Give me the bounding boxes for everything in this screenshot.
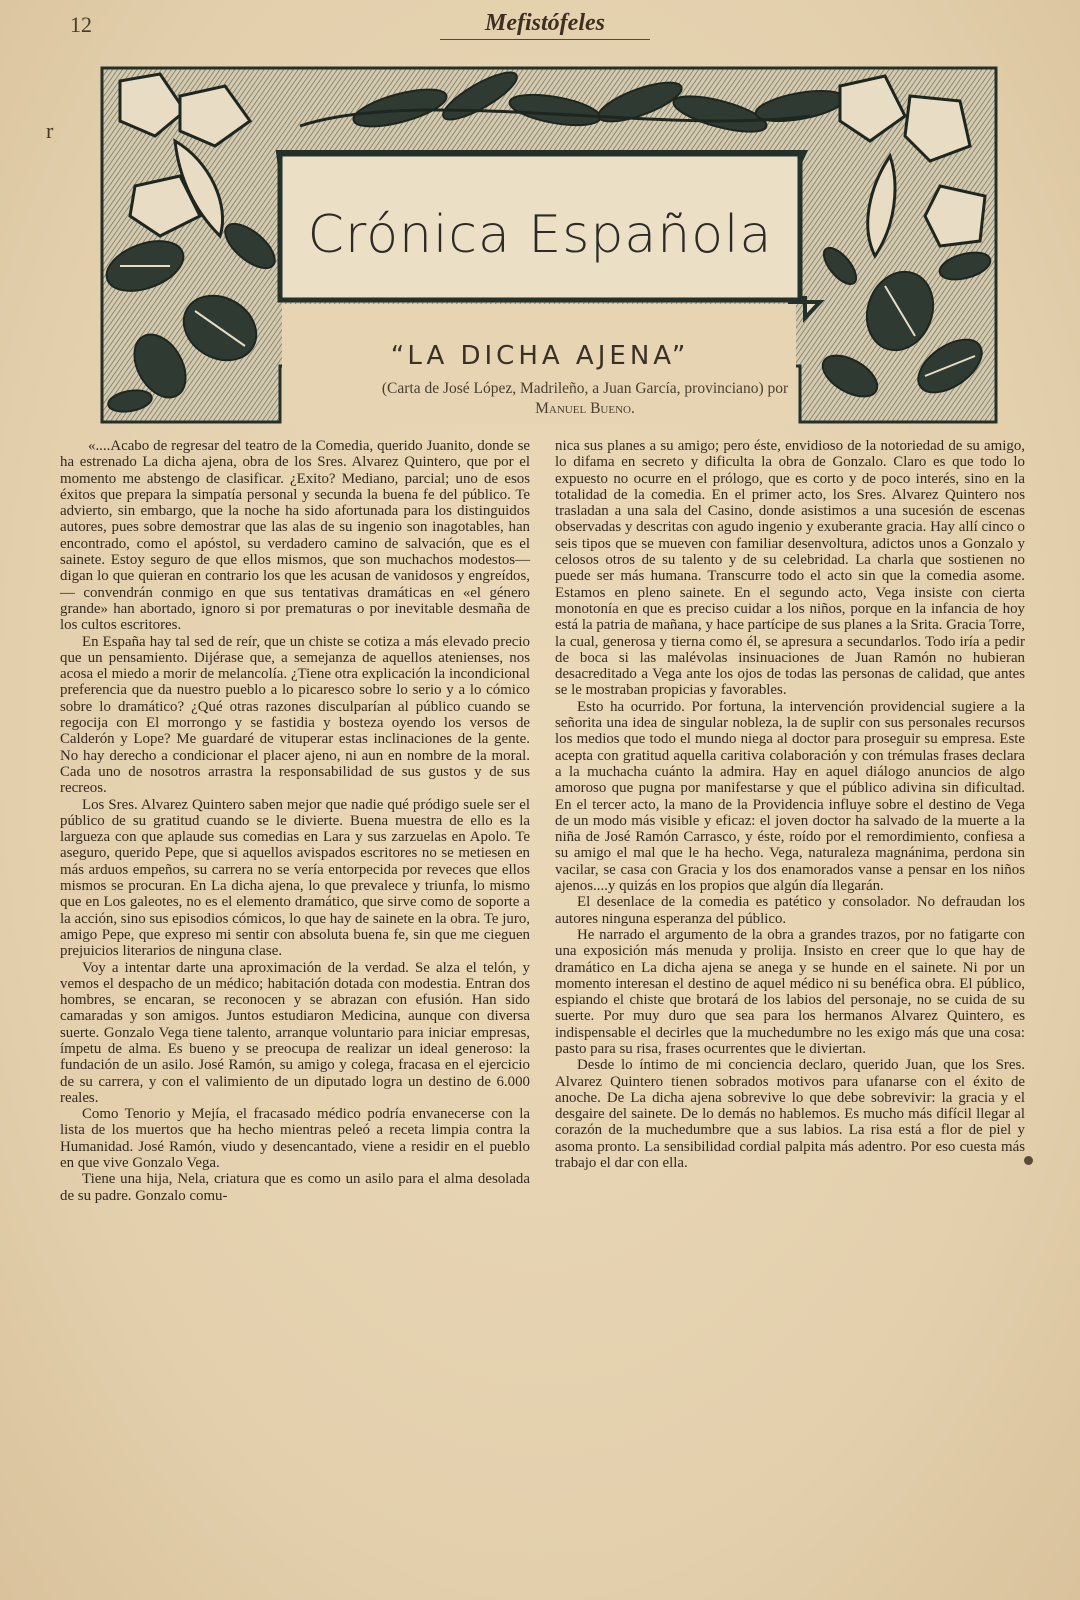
byline-author: Manuel Bueno. xyxy=(535,400,635,417)
paragraph: El desenlace de la comedia es patético y consolador. No defraudan los autores ninguna esperanza del público. xyxy=(555,894,1025,927)
section-title: Crónica Española xyxy=(307,205,773,265)
article-byline xyxy=(370,379,800,419)
article-column-right xyxy=(555,438,1025,1171)
article-column-left xyxy=(60,438,530,1204)
paragraph: «....Acabo de regresar del teatro de la Comedia, querido Juanito, donde se ha estrenado La dicha ajena, obra de los Sres. Alvarez Quintero, que por el momento me abstengo de clasificar. ¿Exito? Mediano, parcial; uno de esos éxitos que prepara la simpatía personal y secunda la buena fe del público. Te advierto, sin embargo, que la noche ha sido afortunada para los distinguidos autores, pues sobre demostrar que las alas de su ingenio son inagotables, han encontrado, como el apóstol, su verdadero camino de salvación, que es el sainete. Estoy seguro de que ellos mismos, que son muchachos modestos—digan lo que quieran en contrario los que les acusan de vanidosos y engreídos,— convendrán conmigo en que sus tentativas dramáticas en «el género grande» han abortado, ignoro si por prematuras o por inevitable desmaña de los cultos escritores. xyxy=(60,438,530,634)
paragraph: Esto ha ocurrido. Por fortuna, la intervención providencial sugiere a la señorita una idea de singular nobleza, la de suplir con sus personales recursos los medios que todo el mundo niega al doctor para proseguir su empresa. Este acepta con gratitud aquella caritiva colaboración y con trémulas frases declara a la muchacha cuánto la admira. Hay en aquel diálogo anuncios de algo amoroso que pugna por manifestarse y que el público adivina sin dificultad. En el tercer acto, la mano de la Providencia influye sobre el destino de Vega de un modo más visible y eficaz: el joven doctor ha salvado de la muerte a la niña de José Ramón Carrasco, y éste, roído por el remordimiento, confiesa a su amigo el mal que le ha hecho. Vega, naturaleza magnánima, perdona sin vacilar, se casa con Gracia y los dos enamorados vanse a pensar en los niños ajenos....y quizás en los propios que algún día llegarán. xyxy=(555,698,1025,895)
paragraph: Los Sres. Alvarez Quintero saben mejor que nadie qué pródigo suele ser el público de su gratitud cuando se le divierte. Buena muestra de ello es la largueza con que aplaude sus comedias en Lara y sus zarzuelas en Apolo. Te aseguro, querido Pepe, que si aquellos avispados escritores no se metiesen en más arduos empeños, su carrera no se vería entorpecida por reveces que ellos mismos se procuran. En La dicha ajena, lo que prevalece y triunfa, lo mismo que en Los galeotes, no es el elemento dramático, que sirve como de soporte a la acción, sino sus episodios cómicos, lo que hay de sainete en la obra. Te juro, amigo Pepe, que expreso mi sentir con absoluta buena fe, sin que me cieguen prejuicios literarios de ninguna clase. xyxy=(60,796,530,960)
paragraph: Como Tenorio y Mejía, el fracasado médico podría envanecerse con la lista de los muertos que ha hecho mientras peleó a receta limpia contra la Humanidad. José Ramón, viudo y desencantado, viene a residir en el pueblo en que vive Gonzalo Vega. xyxy=(60,1106,530,1172)
paragraph: En España hay tal sed de reír, que un chiste se cotiza a más elevado precio que un pensamiento. Dijérase que, a semejanza de aquellos atenienses, nos acosa el miedo a morir de melancolía. ¿Tiene otra explicación la incondicional preferencia que da nuestro pueblo a lo picaresco sobre lo serio y a lo cómico sobre lo dramático? ¿Qué otras razones disculparían al público cuando se regocija con El morrongo y se fastidia y bosteza oyendo los versos de Calderón y Lope? Me guardaré de vituperar estas inclinaciones de la gente. No hay derecho a condicionar el placer ajeno, ni aun en nombre de la moral. Cada uno de nosotros arrastra la responsabilidad de sus gustos y de sus recreos. xyxy=(60,633,530,797)
margin-mark: r xyxy=(46,118,54,143)
paragraph: He narrado el argumento de la obra a grandes trazos, por no fatigarte con una exposición más menuda y prolija. Insisto en creer que lo que hay de dramático en La dicha ajena se anega y se hunde en el sainete. Ni por un momento interesan el destino de aquel médico ni su benéfica obra. El público, espiando el chiste que brotará de los labios del personaje, no se cuida de su suerte. Por muy duro que sea para los hermanos Alvarez Quintero, es indispensable el decirles que la muchedumbre no les exigo más que una cosa: pasto para su risa, frases ocurrentes que le diviertan. xyxy=(555,926,1025,1057)
paragraph: Tiene una hija, Nela, criatura que es como un asilo para el alma desolada de su padre. Gonzalo comu- xyxy=(60,1171,530,1204)
byline-text: (Carta de José López, Madrileño, a Juan García, provinciano) por xyxy=(381,380,789,397)
article-title: “LA DICHA AJENA” xyxy=(390,341,690,371)
page-number: 12 xyxy=(70,12,92,37)
margin-dot-ornament xyxy=(1024,1156,1033,1165)
paragraph: Desde lo íntimo de mi conciencia declaro, querido Juan, que los Sres. Alvarez Quintero tienen sobrados motivos para ufanarse con el éxito de anoche. De La dicha ajena sobrevive lo que debe sobrevivir: la gracia y el desgaire del sainete. De lo demás no hablemos. Es mucho más difícil llegar al corazón de la muchedumbre que a sus labios. La risa está a flor de piel y asoma pronto. La sensibilidad cordial palpita más adentro. Por eso cuesta más trabajo el dar con ella. xyxy=(555,1057,1025,1172)
paragraph: Voy a intentar darte una aproximación de la verdad. Se alza el telón, y vemos el despacho de un médico; habitación dotada con modestia. Entran dos hombres, se encaran, se reconocen y se abrazan con efusión. Han sido camaradas y son amigos. Juntos estudiaron Medicina, aunque con diversa suerte. Gonzalo Vega tiene talento, arranque voluntario para iniciar empresas, ímpetu de alma. Es bueno y se preocupa de realizar un ideal generoso: la fundación de un asilo. José Ramón, su amigo y colega, fracasa en el ejercicio de su carrera, y con el valimiento de un diputado logra un destino de 6.000 reales. xyxy=(60,959,530,1106)
running-title: Mefistófeles xyxy=(440,10,650,40)
paragraph: nica sus planes a su amigo; pero éste, envidioso de la notoriedad de su amigo, lo difama en secreto y dificulta la obra de Gonzalo. Claro es que todo lo expuesto no ocurre en el prólogo, que es corto y de poco interés, sino en la totalidad de la comedia. En el primer acto, los Sres. Alvarez Quintero nos trasladan a una sala del Casino, donde asistimos a una sucesión de escenas observadas y descritas con agudo ingenio y exuberante gracia. Hay allí cinco o seis tipos que se mueven con familiar desenvoltura, adictos unos a Gonzalo y celosos otros de su talento y de su celebridad. La charla que sostienen no puede ser más humana. Transcurre todo el acto sin que la comedia asome. Estamos en pleno sainete. En el segundo acto, Vega insiste con cierta monotonía en que es preciso cuidar a los niños, porque en la infancia de hoy está la patria de mañana, y hace partícipe de sus planes a la Srita. Gracia Torre, la cual, generosa y tierna como él, se apresura a secundarlos. Todo iría a pedir de boca si las malévolas insinuaciones de Juan Ramón no hubieran desacreditado a Vega ante los ojos de todas las personas de calidad, que antes se le mostraban propicias y favorables. xyxy=(555,438,1026,699)
